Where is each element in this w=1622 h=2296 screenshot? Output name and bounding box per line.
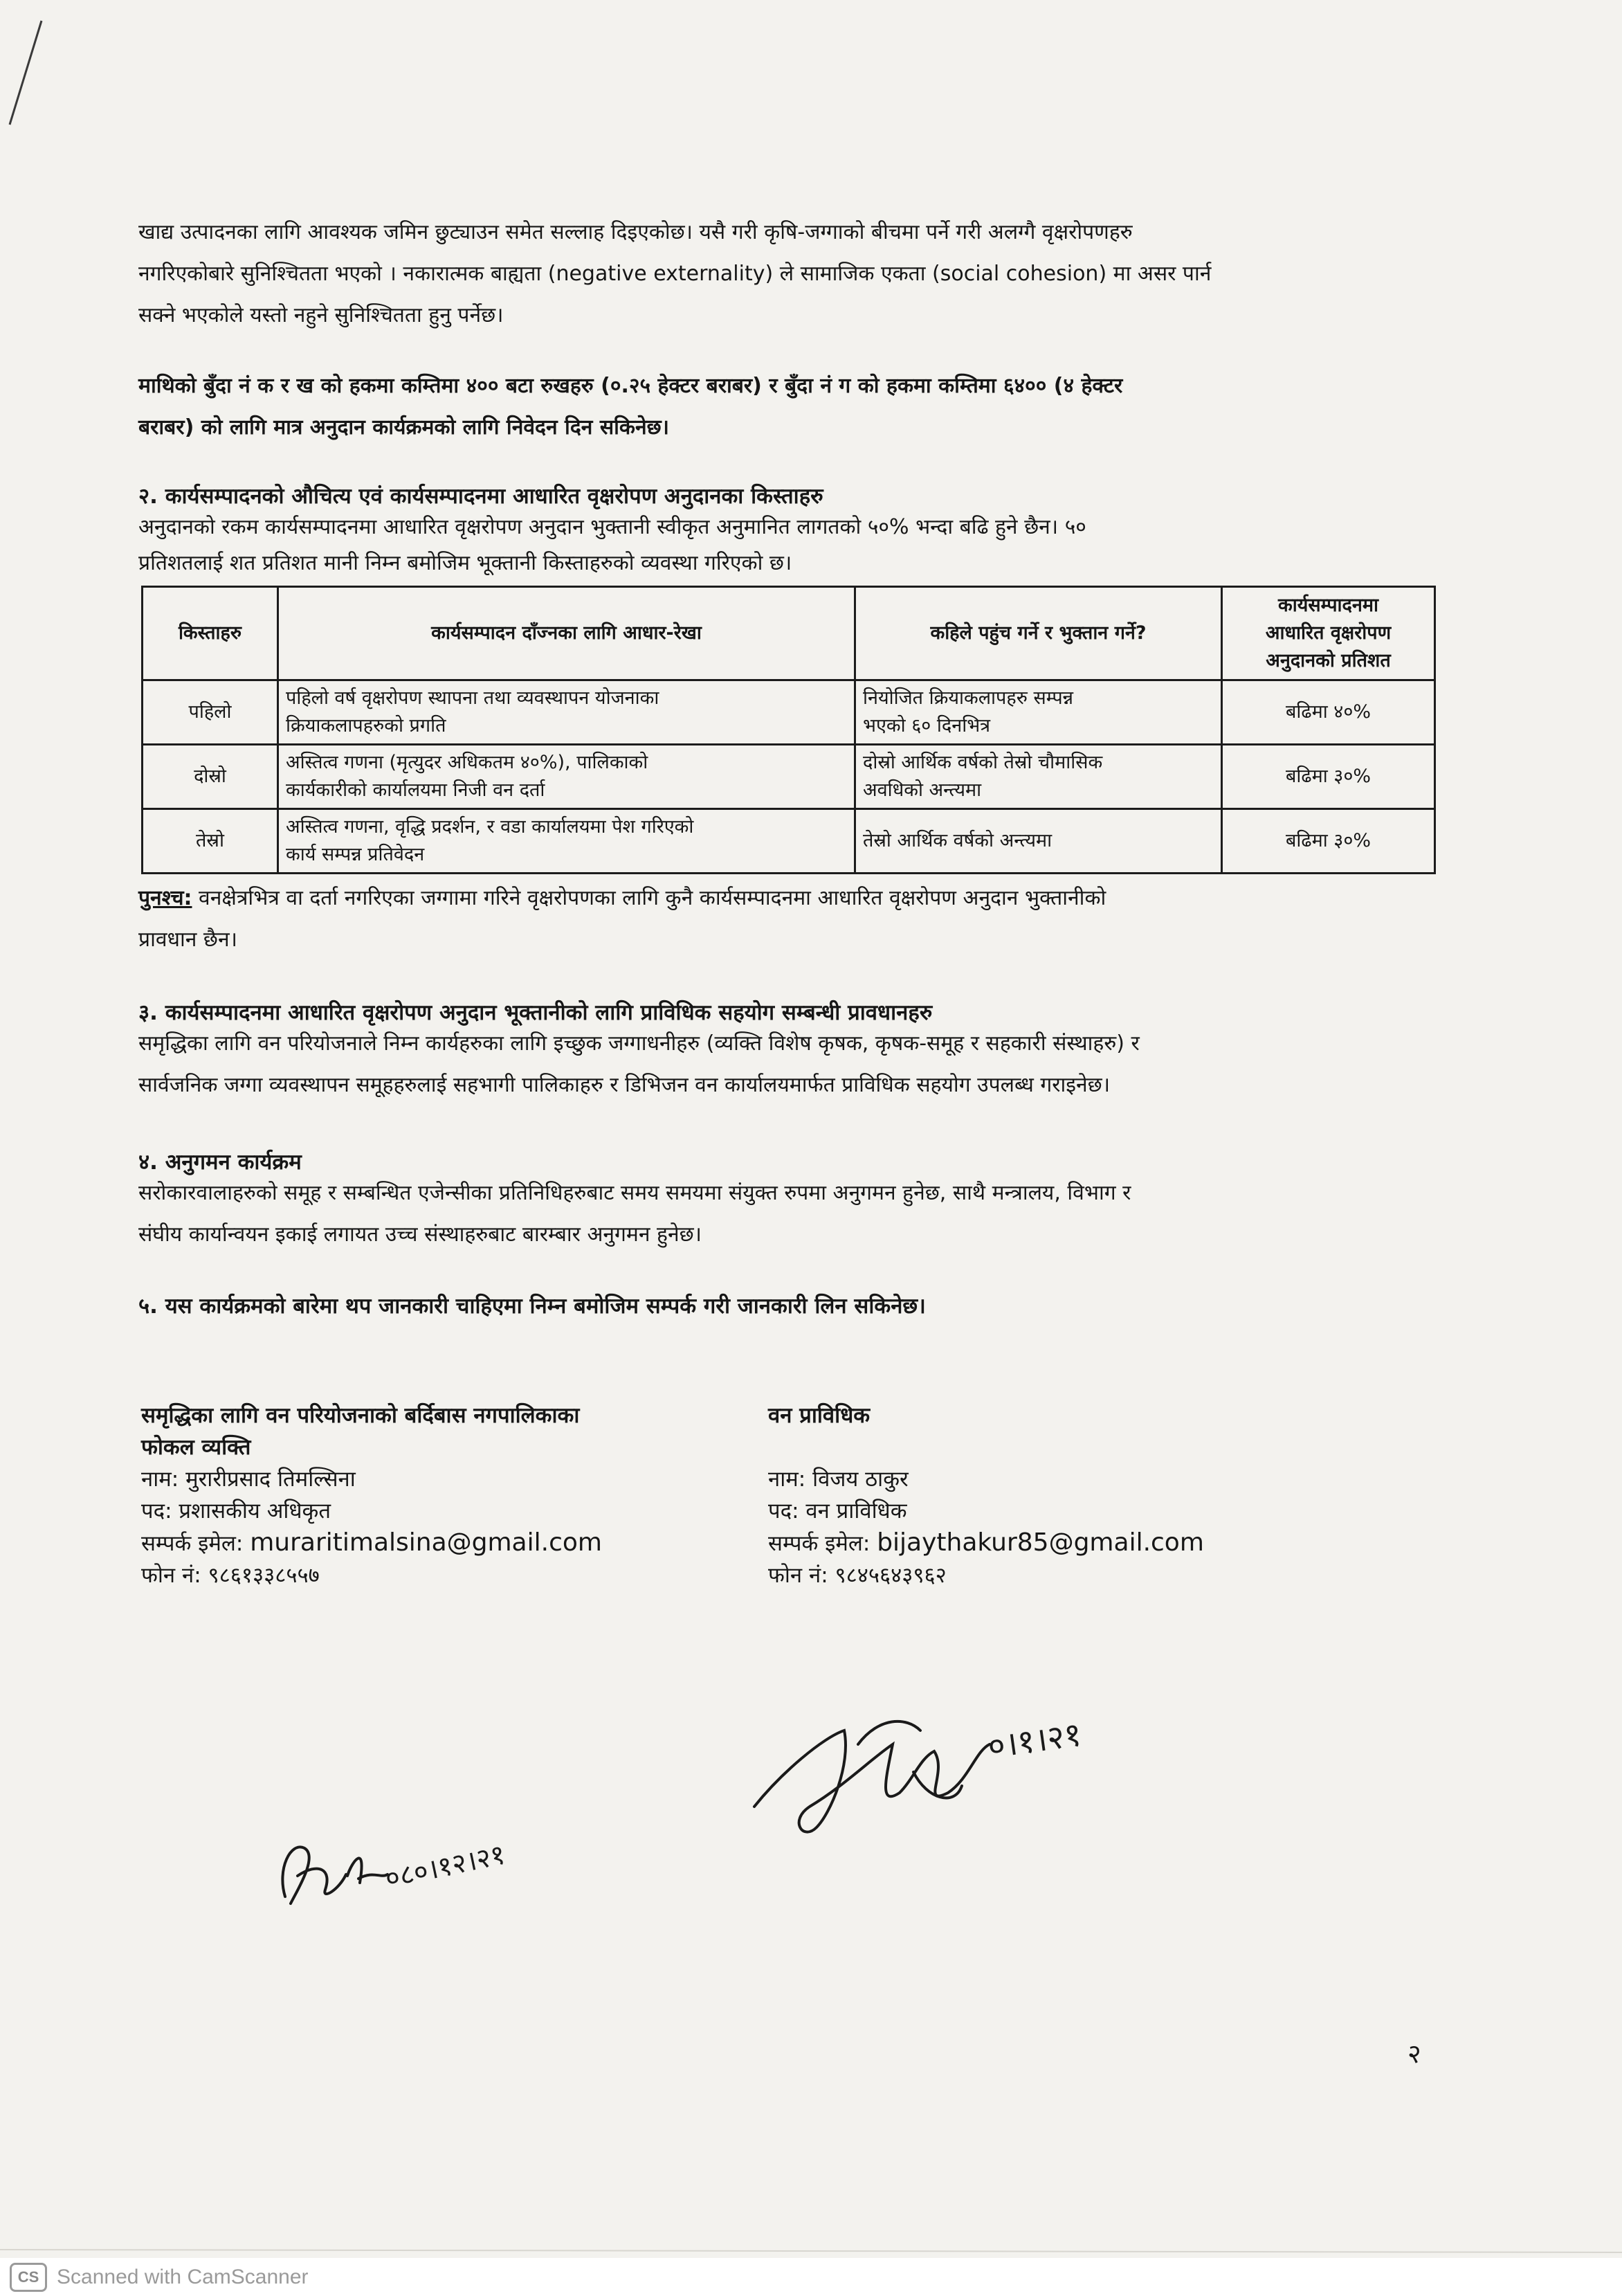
header-when: कहिले पहुंच गर्ने र भुक्तान गर्ने? [855,587,1222,680]
cell-basis-line-1: अस्तित्व गणना, वृद्धि प्रदर्शन, र वडा कार्यालयमा पेश गरिएको [286,816,694,838]
right-signature [740,1689,1100,1855]
section-5-heading: ५. यस कार्यक्रमको बारेमा थप जानकारी चाहिएमा निम्न बमोजिम सम्पर्क गरी जानकारी लिन सकिनेछ। [138,1294,926,1319]
postscript-label: पुनश्च: [138,886,192,910]
cell-basis [278,745,855,809]
cell-when-line-2: अवधिको अन्त्यमा [863,779,982,801]
contact-left-email: muraritimalsina@gmail.com [250,1528,602,1557]
cell-basis-line-1: पहिलो वर्ष वृक्षरोपण स्थापना तथा व्यवस्थापन योजनाका [286,687,659,709]
contact-left-phone: फोन नं: ९८६१३३८५५७ [141,1563,320,1588]
header-percent-line-3: अनुदानको प्रतिशत [1266,650,1391,671]
right-signature-date: ०।१।२१ [985,1715,1084,1766]
cell-percent: बढिमा ४०% [1222,680,1435,745]
contact-left-title-1: समृद्धिका लागि वन परियोजनाको बर्दिबास नगपालिकाका [141,1403,580,1428]
section-3-line-1: समृद्धिका लागि वन परियोजनाले निम्न कार्यहरुका लागि इच्छुक जग्गाधनीहरु (व्यक्ति विशेष कृषक, कृषक-समूह र सहकारी संस्थाहरु) र [138,1031,1140,1056]
section-2-heading: २. कार्यसम्पादनको औचित्य एवं कार्यसम्पादनमा आधारित वृक्षरोपण अनुदानका किस्ताहरु [138,484,823,509]
header-basis: कार्यसम्पादन दाँज्नका लागि आधार-रेखा [278,587,855,680]
intro-paragraph [138,212,1439,336]
section-3-line-2: सार्वजनिक जग्गा व्यवस्थापन समूहहरुलाई सहभागी पालिकाहरु र डिभिजन वन कार्यालयमार्फत प्राविधिक सहयोग उपलब्ध गराइनेछ। [138,1073,1111,1097]
contact-left-email-label: सम्पर्क इमेल: [141,1531,250,1556]
table-row [143,680,1435,745]
contact-right-post: पद: वन प्राविधिक [768,1499,907,1524]
cell-when-line-1: तेस्रो आर्थिक वर्षको अन्त्यमा [863,830,1053,851]
section-2-paragraph [138,509,1439,581]
cell-installment: तेस्रो [143,809,278,874]
cell-basis [278,680,855,745]
left-signature-date: ०८०।१२।२१ [382,1838,509,1895]
contact-left-post: पद: प्रशासकीय अधिकृत [141,1499,331,1524]
cell-when-line-2: भएको ६० दिनभित्र [863,715,991,736]
section-4-heading: ४. अनुगमन कार्यक्रम [138,1150,302,1175]
intro-line-3: सक्ने भएकोले यस्तो नहुने सुनिश्चितता हुनु पर्नेछ। [138,303,504,327]
contact-right-phone: फोन नं: ९८४५६४३९६२ [768,1563,947,1588]
scanner-footer [0,2258,1622,2296]
postscript-text: वनक्षेत्रभित्र वा दर्ता नगरिएका जग्गामा गरिने वृक्षरोपणका लागि कुनै कार्यसम्पादनमा आधारित वृक्षरोपण अनुदान भुक्तानीको [192,886,1106,910]
cell-percent: बढिमा ३०% [1222,809,1435,874]
installment-table [141,586,1436,874]
section-4-paragraph [138,1173,1439,1256]
contact-left-email-row [141,1527,602,1560]
postscript-line-1 [138,878,1439,919]
intro-line-2: नगरिएकोबारे सुनिश्चितता भएको । नकारात्मक बाह्यता (negative externality) ले सामाजिक एकता (social cohesion) मा असर पार्न [138,262,1212,286]
contact-focal-person [141,1400,602,1591]
header-percent-line-2: आधारित वृक्षरोपण [1265,622,1392,644]
cell-basis-line-2: कार्य सम्पन्न प्रतिवेदन [286,844,425,865]
header-installment: किस्ताहरु [143,587,278,680]
cell-when [855,809,1222,874]
section-2-line-2: प्रतिशतलाई शत प्रतिशत मानी निम्न बमोजिम भूक्तानी किस्ताहरुको व्यवस्था गरिएको छ। [138,551,792,575]
cell-when [855,745,1222,809]
table-header-row [143,587,1435,680]
section-3-heading: ३. कार्यसम्पादनमा आधारित वृक्षरोपण अनुदान भूक्तानीको लागि प्राविधिक सहयोग सम्बन्धी प्रावधानहरु [138,1000,933,1025]
contact-right-email-label: सम्पर्क इमेल: [768,1531,877,1556]
cell-percent: बढिमा ३०% [1222,745,1435,809]
cell-when-line-1: दोस्रो आर्थिक वर्षको तेस्रो चौमासिक [863,752,1103,773]
scanner-watermark-text: Scanned with CamScanner [57,2265,309,2288]
page-number: २ [1407,2039,1421,2069]
cell-installment: पहिलो [143,680,278,745]
contact-right-email: bijaythakur85@gmail.com [877,1528,1204,1557]
section-2-line-1: अनुदानको रकम कार्यसम्पादनमा आधारित वृक्षरोपण अनुदान भुक्तानी स्वीकृत अनुमानित लागतको ५०% भन्दा बढि हुने छैन। ५० [138,515,1086,539]
intro-line-1: खाद्य उत्पादनका लागि आवश्यक जमिन छुट्याउन समेत सल्लाह दिइएकोछ। यसै गरी कृषि-जग्गाको बीचमा पर्ने गरी अलग्गै वृक्षरोपणहरु [138,220,1133,244]
contact-right-email-row [768,1527,1204,1560]
contact-left-name: नाम: मुरारीप्रसाद तिमल्सिना [141,1467,356,1492]
cell-when-line-1: नियोजित क्रियाकलापहरु सम्पन्न [863,687,1074,709]
header-percent [1222,587,1435,680]
cell-basis-line-2: कार्यकारीको कार्यालयमा निजी वन दर्ता [286,779,545,801]
section-3-paragraph [138,1023,1439,1106]
cell-basis-line-2: क्रियाकलापहरुको प्रगति [286,715,446,736]
contact-left-title-2: फोकल व्यक्ति [141,1435,251,1460]
notice-paragraph [138,365,1439,449]
table-row [143,809,1435,874]
header-percent-line-1: कार्यसम्पादनमा [1277,595,1379,616]
contact-forest-technician [768,1400,1204,1591]
camscanner-logo-icon: CS [10,2263,47,2292]
contact-right-name: नाम: विजय ठाकुर [768,1467,909,1492]
notice-line-2: बराबर) को लागि मात्र अनुदान कार्यक्रमको लागि निवेदन दिन सकिनेछ। [138,415,669,440]
notice-line-1: माथिको बुँदा नं क र ख को हकमा कम्तिमा ४०० बटा रुखहरु (०.२५ हेक्टर बराबर) र बुँदा नं ग को हकमा कम्तिमा ६४०० (४ हेक्टर [138,374,1123,398]
cell-basis-line-1: अस्तित्व गणना (मृत्युदर अधिकतम ४०%), पालिकाको [286,752,648,773]
section-4-line-1: सरोकारवालाहरुको समूह र सम्बन्धित एजेन्सीका प्रतिनिधिहरुबाट समय समयमा संयुक्त रुपमा अनुगमन हुनेछ, साथै मन्त्रालय, विभाग र [138,1181,1131,1205]
cell-when [855,680,1222,745]
cell-basis [278,809,855,874]
table-row [143,745,1435,809]
cell-installment: दोस्रो [143,745,278,809]
contact-right-title: वन प्राविधिक [768,1403,871,1428]
postscript-line-2: प्रावधान छैन। [138,928,237,952]
postscript-paragraph [138,878,1439,961]
section-4-line-2: संघीय कार्यान्वयन इकाई लगायत उच्च संस्थाहरुबाट बारम्बार अनुगमन हुनेछ। [138,1222,702,1247]
left-signature [270,1793,547,1917]
